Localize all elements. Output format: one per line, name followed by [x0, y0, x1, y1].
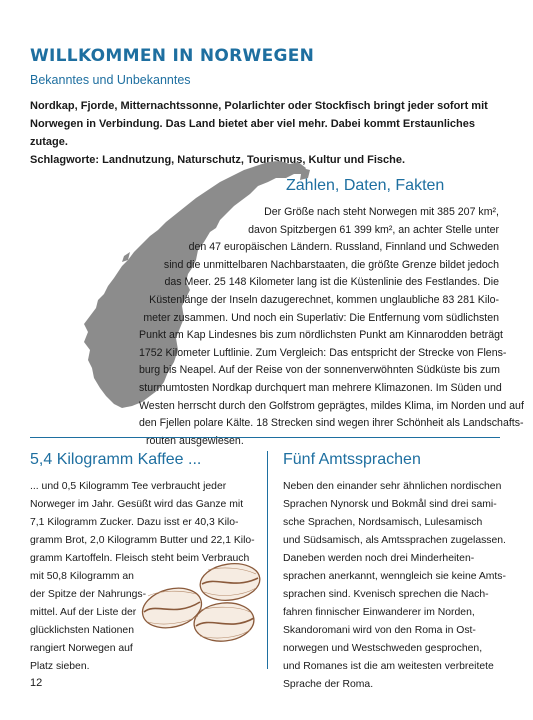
coffee-heading: 5,4 Kilogramm Kaffee ...: [30, 451, 202, 468]
facts-line: burg bis Neapel. Auf der Reise von der sonnenverwöhnten Südküste bis zum: [139, 364, 500, 377]
coffee-line: mit 50,8 Kilogramm an: [30, 571, 134, 582]
languages-line: Neben den einander sehr ähnlichen nordischen: [283, 481, 502, 492]
facts-line: sind die unmittelbaren Nachbarstaaten, die größte Grenze bildet jedoch: [163, 258, 499, 271]
facts-line: Westen herrscht durch den Golfstrom geprägtes, mildes Klima, im Norden und auf: [139, 399, 524, 412]
facts-line: routen ausgewiesen.: [146, 434, 244, 447]
languages-line: Sprachen Nynorsk und Bokmål sind drei sami-: [283, 499, 497, 510]
coffee-line: ... und 0,5 Kilogramm Tee verbraucht jeder: [30, 481, 227, 492]
facts-line: Küstenlänge der Inseln dazugerechnet, kommen unglaubliche 83 281 Kilo-: [149, 293, 499, 306]
languages-line: fahren finnischer Einwanderer im Norden,: [283, 607, 475, 618]
intro-line: Schlagworte: Landnutzung, Naturschutz, Tourismus, Kultur und Fische.: [30, 154, 406, 166]
coffee-line: 7,1 Kilogramm Zucker. Dazu isst er 40,3 Kilo-: [30, 517, 239, 528]
page-title: WILLKOMMEN IN NORWEGEN: [30, 46, 315, 66]
coffee-line: mittel. Auf der Liste der: [30, 607, 137, 618]
languages-line: norwegen und Westschweden gesprochen,: [283, 643, 483, 654]
languages-line: sche Sprachen, Nordsamisch, Lulesamisch: [283, 517, 483, 528]
languages-line: und Romanes ist die am weitesten verbreitete: [283, 661, 494, 672]
languages-text: [283, 478, 506, 694]
facts-line: meter zusammen. Und noch ein Superlativ: Die Entfernung vom südlichsten: [143, 311, 499, 324]
section-divider: [30, 437, 500, 438]
page-subtitle: Bekanntes und Unbekanntes: [30, 73, 191, 87]
coffee-beans-icon: [138, 560, 263, 650]
intro-line: Norwegen in Verbindung. Das Land bietet aber viel mehr. Dabei kommt Erstaunliches zutage.: [30, 118, 476, 148]
coffee-line: Platz sieben.: [30, 661, 90, 672]
coffee-line: glücklichsten Nationen: [30, 625, 134, 636]
facts-line: das Meer. 25 148 Kilometer lang ist die Küstenlinie des Festlandes. Die: [164, 276, 499, 289]
coffee-line: gramm Kartoffeln. Fleisch steht beim Verbrauch: [30, 553, 250, 564]
facts-heading: Zahlen, Daten, Fakten: [286, 177, 445, 194]
coffee-line: der Spitze der Nahrungs-: [30, 589, 147, 600]
facts-text: [139, 204, 524, 450]
coffee-line: Norweger im Jahr. Gesüßt wird das Ganze mit: [30, 499, 244, 510]
facts-line: den 47 europäischen Ländern. Russland, Finnland und Schweden: [188, 241, 499, 254]
languages-line: Sprache der Roma.: [283, 679, 374, 690]
page-number: 12: [30, 677, 43, 689]
languages-line: sprachen anerkannt, wenngleich sie keine Amts-: [283, 571, 506, 582]
facts-line: 1752 Kilometer Luftlinie. Zum Vergleich: Das entspricht der Strecke von Flens-: [139, 346, 507, 359]
intro-line: Nordkap, Fjorde, Mitternachtssonne, Polarlichter oder Stockfisch bringt jeder sofort mit: [30, 100, 488, 112]
facts-line: Der Größe nach steht Norwegen mit 385 207 km²,: [264, 206, 499, 218]
languages-line: sprachen sind. Kvenisch sprechen die Nach-: [283, 589, 489, 600]
languages-line: Skandoromani wird von den Roma in Ost-: [283, 625, 476, 636]
languages-line: Daneben werden noch drei Minderheiten-: [283, 553, 475, 564]
column-divider: [267, 451, 268, 669]
facts-line: Punkt am Kap Lindesnes bis zum nördlichsten Punkt am Kinnarodden beträgt: [139, 329, 503, 342]
facts-line: den Fjellen polare Kälte. 18 Strecken sind wegen ihrer Schönheit als Landschafts-: [139, 417, 524, 430]
languages-line: und Südsamisch, als Amtssprachen zugelassen.: [283, 535, 506, 546]
coffee-line: gramm Brot, 2,0 Kilogramm Butter und 22,1 Kilo-: [30, 535, 255, 546]
facts-line: sturmumtosten Nordkap durchquert man mehrere Klimazonen. Im Süden und: [139, 381, 502, 394]
facts-line: davon Spitzbergen 61 399 km², an achter Stelle unter: [248, 223, 499, 236]
coffee-line: rangiert Norwegen auf: [30, 643, 133, 654]
languages-heading: Fünf Amtssprachen: [283, 451, 421, 468]
